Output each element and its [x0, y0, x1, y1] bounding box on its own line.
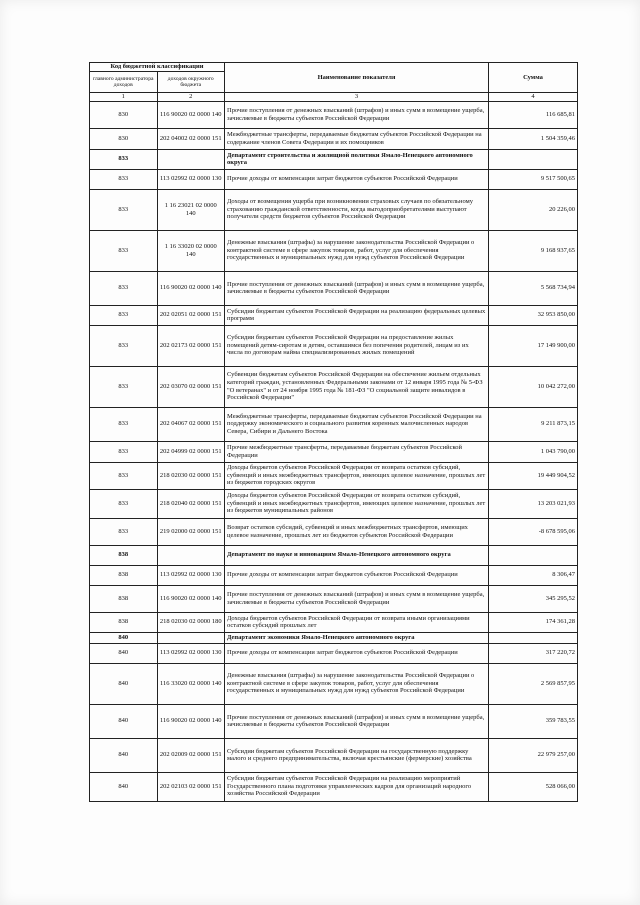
income-code-cell: 113 02992 02 0000 130 [157, 169, 225, 189]
amount-cell: 32 953 850,00 [489, 305, 578, 325]
column-number: 1 [90, 93, 158, 102]
indicator-name-cell: Субсидии бюджетам субъектов Российской Федерации на предоставление жилых помещений детям-сиротам и детям, оставшимся без попечения родителей, лицам из их числа по договорам найма специализированных жилых помещений [225, 325, 489, 366]
indicator-name-cell: Межбюджетные трансферты, передаваемые бюджетам субъектов Российской Федерации на содержание членов Совета Федерации и их помощников [225, 128, 489, 149]
indicator-name-cell: Доходы бюджетов субъектов Российской Федерации от возврата иными организациями остатков субсидий прошлых лет [225, 612, 489, 632]
amount-cell: 9 211 873,15 [489, 407, 578, 441]
amount-cell: 174 361,28 [489, 612, 578, 632]
indicator-name-cell: Прочие доходы от компенсации затрат бюджетов субъектов Российской Федерации [225, 643, 489, 663]
indicator-name-cell: Прочие доходы от компенсации затрат бюджетов субъектов Российской Федерации [225, 565, 489, 585]
table-row [90, 101, 578, 128]
department-row [90, 545, 578, 565]
amount-cell: 345 295,52 [489, 585, 578, 612]
amount-cell: 13 203 021,93 [489, 489, 578, 518]
column-number: 3 [225, 93, 489, 102]
department-name-cell: Департамент экономики Ямало-Ненецкого автономного округа [225, 632, 489, 643]
amount-cell: 359 783,55 [489, 704, 578, 738]
table-row [90, 441, 578, 462]
table-row [90, 565, 578, 585]
name-column-header: Наименование показателя [225, 63, 489, 93]
table-row [90, 612, 578, 632]
amount-cell: 8 306,47 [489, 565, 578, 585]
amount-cell [489, 149, 578, 169]
table-row [90, 585, 578, 612]
indicator-name-cell: Субсидии бюджетам субъектов Российской Федерации на реализацию мероприятий Государственного плана подготовки управленческих кадров для организаций народного хозяйства Российской Федерации [225, 772, 489, 801]
income-code-cell [157, 149, 225, 169]
table-row [90, 366, 578, 407]
income-code-column-header: доходов окружного бюджета [157, 72, 225, 93]
amount-cell: 1 043 790,00 [489, 441, 578, 462]
income-code-cell: 1 16 33020 02 0000 140 [157, 230, 225, 271]
income-code-cell: 116 90020 02 0000 140 [157, 271, 225, 305]
income-code-cell: 202 02051 02 0000 151 [157, 305, 225, 325]
admin-code-cell: 840 [90, 704, 158, 738]
amount-cell: 19 449 904,52 [489, 462, 578, 489]
indicator-name-cell: Межбюджетные трансферты, передаваемые бюджетам субъектов Российской Федерации на поддержку экономического и социального развития коренных малочисленных народов Севера, Сибири и Дальнего Востока [225, 407, 489, 441]
income-code-cell: 116 33020 02 0000 140 [157, 663, 225, 704]
indicator-name-cell: Денежные взыскания (штрафы) за нарушение законодательства Российской Федерации о контрактной системе в сфере закупок товаров, работ, услуг для обеспечения государственных и муниципальных нужд для нужд субъектов Российской Федерации [225, 230, 489, 271]
admin-code-cell: 833 [90, 462, 158, 489]
admin-code-cell: 833 [90, 189, 158, 230]
table-row [90, 305, 578, 325]
classification-group-header: Код бюджетной классификации [90, 63, 225, 72]
income-code-cell: 219 02000 02 0000 151 [157, 518, 225, 545]
admin-code-cell: 840 [90, 663, 158, 704]
indicator-name-cell: Прочие поступления от денежных взысканий (штрафов) и иных сумм в возмещение ущерба, зачисляемые в бюджеты субъектов Российской Федерации [225, 704, 489, 738]
indicator-name-cell: Доходы бюджетов субъектов Российской Федерации от возврата остатков субсидий, субвенций и иных межбюджетных трансфертов, имеющих целевое назначение, прошлых лет из бюджетов муниципальных районов [225, 489, 489, 518]
table-row [90, 489, 578, 518]
admin-code-cell: 838 [90, 585, 158, 612]
admin-code-cell: 833 [90, 518, 158, 545]
amount-cell: 5 568 734,94 [489, 271, 578, 305]
admin-code-cell: 830 [90, 128, 158, 149]
indicator-name-cell: Возврат остатков субсидий, субвенций и иных межбюджетных трансфертов, имеющих целевое назначение, прошлых лет из бюджетов субъектов Российской Федерации [225, 518, 489, 545]
income-code-cell: 202 02173 02 0000 151 [157, 325, 225, 366]
amount-cell: 2 569 857,95 [489, 663, 578, 704]
income-code-cell [157, 545, 225, 565]
income-code-cell: 116 90020 02 0000 140 [157, 704, 225, 738]
income-code-cell: 113 02992 02 0000 130 [157, 565, 225, 585]
table-header-row [90, 63, 578, 72]
indicator-name-cell: Прочие поступления от денежных взысканий (штрафов) и иных сумм в возмещение ущерба, зачисляемые в бюджеты субъектов Российской Федерации [225, 585, 489, 612]
admin-code-cell: 833 [90, 169, 158, 189]
admin-code-column-header: главного администратора доходов [90, 72, 158, 93]
admin-code-cell: 838 [90, 565, 158, 585]
amount-cell: 1 504 359,46 [489, 128, 578, 149]
amount-cell: 17 149 900,00 [489, 325, 578, 366]
column-number-row [90, 93, 578, 102]
table-row [90, 189, 578, 230]
table-row [90, 128, 578, 149]
indicator-name-cell: Доходы от возмещения ущерба при возникновении страховых случаев по обязательному страхованию гражданской ответственности, когда выгодоприобретателями выступают получатели средств бюджетов субъектов Российской Федерации [225, 189, 489, 230]
income-code-cell: 113 02992 02 0000 130 [157, 643, 225, 663]
amount-cell: -8 678 595,06 [489, 518, 578, 545]
income-code-cell [157, 632, 225, 643]
income-code-cell: 202 04002 02 0000 151 [157, 128, 225, 149]
income-code-cell: 202 03070 02 0000 151 [157, 366, 225, 407]
admin-code-cell: 840 [90, 632, 158, 643]
income-code-cell: 218 02030 02 0000 180 [157, 612, 225, 632]
sum-column-header: Сумма [489, 63, 578, 93]
table-row [90, 230, 578, 271]
indicator-name-cell: Прочие доходы от компенсации затрат бюджетов субъектов Российской Федерации [225, 169, 489, 189]
income-code-cell: 202 04067 02 0000 151 [157, 407, 225, 441]
admin-code-cell: 833 [90, 366, 158, 407]
admin-code-cell: 833 [90, 271, 158, 305]
indicator-name-cell: Субсидии бюджетам субъектов Российской Федерации на государственную поддержку малого и среднего предпринимательства, включая крестьянские (фермерские) хозяйства [225, 738, 489, 772]
department-row [90, 149, 578, 169]
amount-cell: 116 685,81 [489, 101, 578, 128]
indicator-name-cell: Прочие поступления от денежных взысканий (штрафов) и иных сумм в возмещение ущерба, зачисляемые в бюджеты субъектов Российской Федерации [225, 271, 489, 305]
column-number: 4 [489, 93, 578, 102]
amount-cell: 20 226,00 [489, 189, 578, 230]
admin-code-cell: 833 [90, 149, 158, 169]
indicator-name-cell: Денежные взыскания (штрафы) за нарушение законодательства Российской Федерации о контрактной системе в сфере закупок товаров, работ, услуг для обеспечения государственных и муниципальных нужд для нужд субъектов Российской Федерации [225, 663, 489, 704]
admin-code-cell: 830 [90, 101, 158, 128]
indicator-name-cell: Субвенции бюджетам субъектов Российской Федерации на обеспечение жильем отдельных категорий граждан, установленных Федеральными законами от 12 января 1995 года № 5-ФЗ "О ветеранах" и от 24 ноября 1995 года № 181-ФЗ "О социальной защите инвалидов в Российской Федерации" [225, 366, 489, 407]
admin-code-cell: 833 [90, 325, 158, 366]
table-row [90, 271, 578, 305]
table-row [90, 643, 578, 663]
admin-code-cell: 838 [90, 545, 158, 565]
column-number: 2 [157, 93, 225, 102]
admin-code-cell: 833 [90, 407, 158, 441]
income-code-cell: 116 90020 02 0000 140 [157, 101, 225, 128]
admin-code-cell: 833 [90, 230, 158, 271]
department-name-cell: Департамент по науке и инновациям Ямало-Ненецкого автономного округа [225, 545, 489, 565]
table-row [90, 704, 578, 738]
amount-cell: 528 066,00 [489, 772, 578, 801]
indicator-name-cell: Доходы бюджетов субъектов Российской Федерации от возврата остатков субсидий, субвенций и иных межбюджетных трансфертов, имеющих целевое назначение, прошлых лет из бюджетов городских округов [225, 462, 489, 489]
table-row [90, 169, 578, 189]
admin-code-cell: 840 [90, 772, 158, 801]
amount-cell [489, 545, 578, 565]
amount-cell: 317 220,72 [489, 643, 578, 663]
table-row [90, 462, 578, 489]
table-row [90, 663, 578, 704]
income-code-cell: 202 02009 02 0000 151 [157, 738, 225, 772]
indicator-name-cell: Субсидии бюджетам субъектов Российской Федерации на реализацию федеральных целевых программ [225, 305, 489, 325]
income-code-cell: 202 02103 02 0000 151 [157, 772, 225, 801]
amount-cell [489, 632, 578, 643]
amount-cell: 9 517 500,65 [489, 169, 578, 189]
indicator-name-cell: Прочие поступления от денежных взысканий (штрафов) и иных сумм в возмещение ущерба, зачисляемые в бюджеты субъектов Российской Федерации [225, 101, 489, 128]
table-row [90, 738, 578, 772]
amount-cell: 9 168 937,65 [489, 230, 578, 271]
income-code-cell: 202 04999 02 0000 151 [157, 441, 225, 462]
admin-code-cell: 833 [90, 441, 158, 462]
amount-cell: 10 042 272,00 [489, 366, 578, 407]
indicator-name-cell: Прочие межбюджетные трансферты, передаваемые бюджетам субъектов Российской Федерации [225, 441, 489, 462]
admin-code-cell: 840 [90, 643, 158, 663]
department-name-cell: Департамент строительства и жилищной политики Ямало-Ненецкого автономного округа [225, 149, 489, 169]
income-code-cell: 116 90020 02 0000 140 [157, 585, 225, 612]
department-row [90, 632, 578, 643]
admin-code-cell: 838 [90, 612, 158, 632]
amount-cell: 22 979 257,00 [489, 738, 578, 772]
table-row [90, 772, 578, 801]
table-row [90, 407, 578, 441]
admin-code-cell: 833 [90, 305, 158, 325]
admin-code-cell: 833 [90, 489, 158, 518]
income-code-cell: 218 02040 02 0000 151 [157, 489, 225, 518]
income-code-cell: 1 16 23021 02 0000 140 [157, 189, 225, 230]
budget-revenue-table [89, 62, 578, 802]
table-row [90, 518, 578, 545]
income-code-cell: 218 02030 02 0000 151 [157, 462, 225, 489]
admin-code-cell: 840 [90, 738, 158, 772]
table-row [90, 325, 578, 366]
